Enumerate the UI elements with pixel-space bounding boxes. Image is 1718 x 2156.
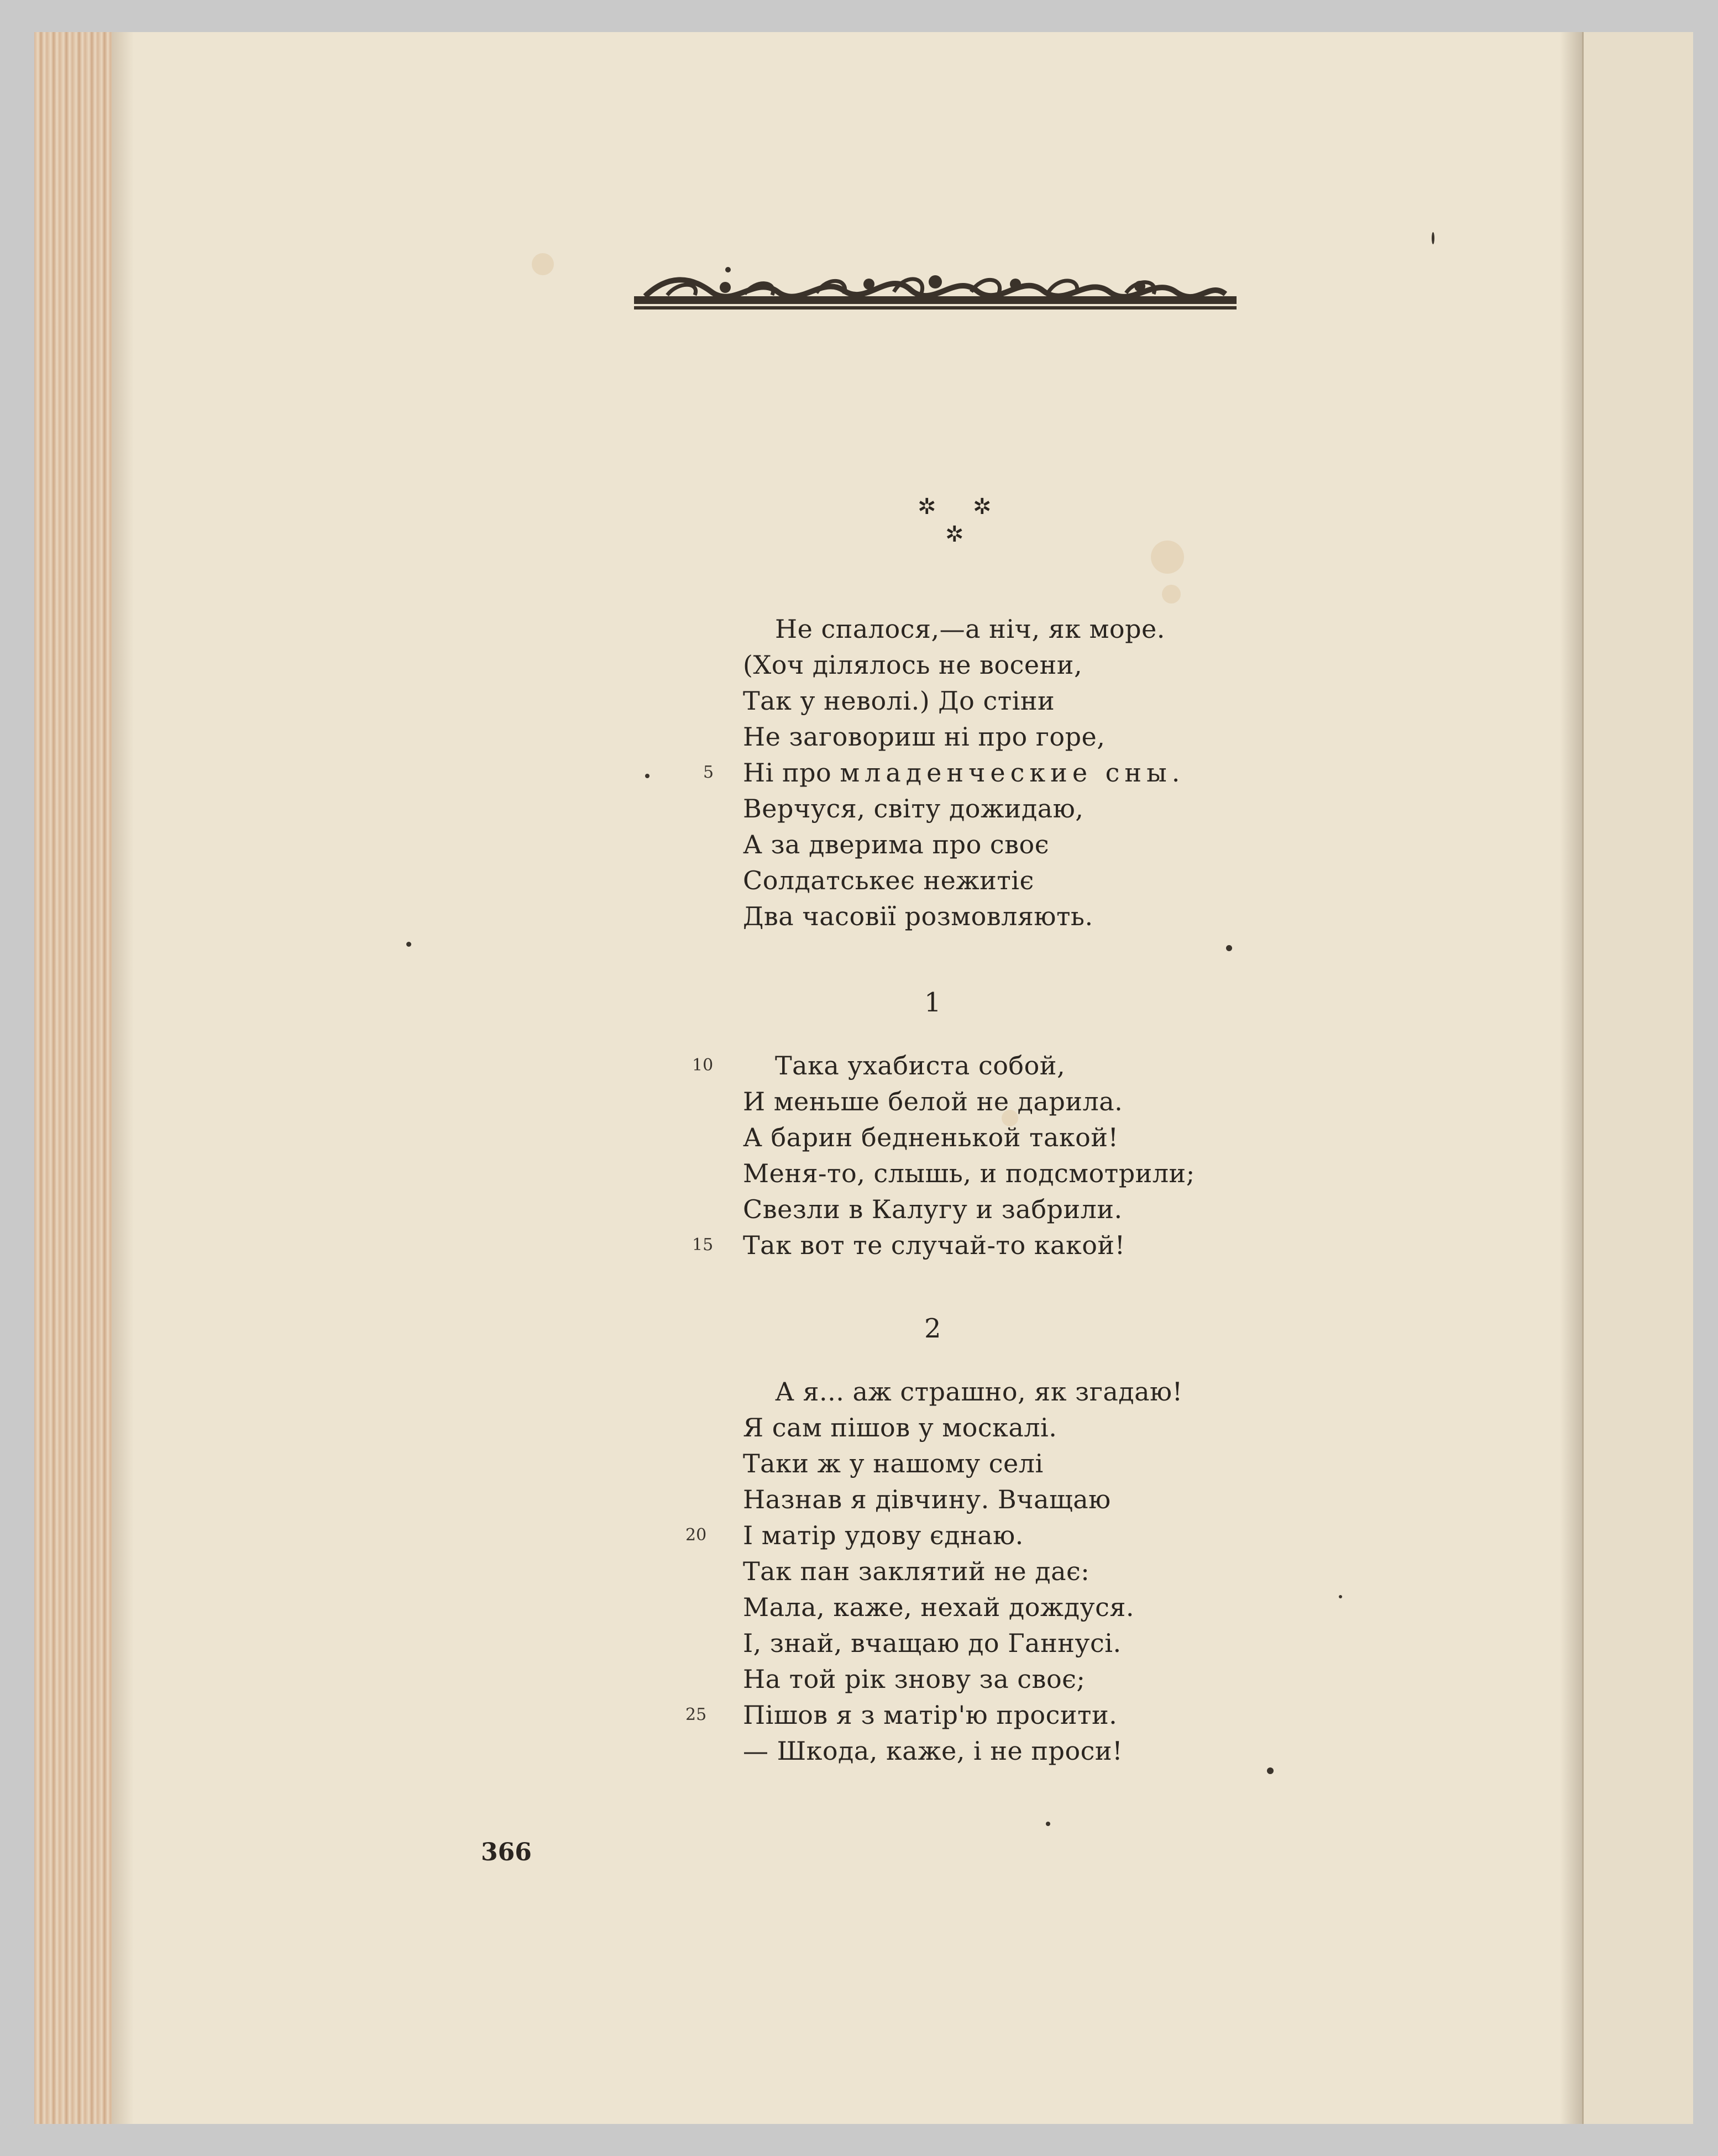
poem-line: Не спалося,—а ніч, як море.	[775, 614, 1165, 644]
poem-line: Я сам пішов у москалі.	[743, 1413, 1057, 1442]
page-number: 366	[481, 1838, 532, 1866]
poem-line: Таки ж у нашому селі	[743, 1449, 1044, 1478]
line-number: 15	[692, 1235, 714, 1255]
paper-stain	[1151, 541, 1184, 574]
line-number: 20	[685, 1525, 707, 1545]
line-number: 10	[692, 1056, 714, 1075]
poem-line: А я... аж страшно, як згадаю!	[775, 1377, 1183, 1407]
paper-speck	[1267, 1767, 1274, 1774]
poem-line: Пішов я з матір'ю просити.	[743, 1700, 1118, 1730]
page-stack-edge	[34, 32, 112, 2124]
gutter-shadow	[1560, 32, 1582, 2124]
poem-line: Солдатськеє нежитіє	[743, 865, 1034, 895]
line-number: 25	[685, 1705, 707, 1724]
poem-line: — Шкода, каже, і не проси!	[743, 1736, 1123, 1766]
poem-line: І матір удову єднаю.	[743, 1520, 1024, 1550]
poem-line: Так вот те случай-то какой!	[743, 1230, 1125, 1260]
poem-line: Не заговориш ні про горе,	[743, 722, 1106, 752]
poem-line: (Хоч ділялось не восени,	[743, 650, 1083, 680]
poem-line: Така ухабиста собой,	[775, 1051, 1066, 1080]
poem-line-spaced-part: младенческие сны.	[840, 758, 1185, 788]
paper-speck	[406, 942, 411, 947]
poem-line: Так у неволі.) До стіни	[743, 686, 1055, 716]
svg-text:✲: ✲	[918, 494, 936, 520]
section-number: 1	[924, 987, 941, 1018]
paper-speck	[1226, 945, 1232, 951]
poem-line: На той рік знову за своє;	[743, 1664, 1086, 1694]
poem-line: А за дверима про своє	[743, 830, 1050, 859]
paper-speck	[1046, 1822, 1050, 1826]
paper-speck	[1432, 232, 1434, 244]
poem-line: Два часовії розмовляють.	[743, 901, 1093, 931]
poem-line	[743, 755, 1185, 790]
asterism-divider	[913, 491, 996, 552]
poem-line: И меньше белой не дарила.	[743, 1087, 1123, 1116]
ornamental-headpiece	[634, 253, 1237, 325]
poem-line: Свезли в Калугу и забрили.	[743, 1194, 1123, 1224]
poem-line: Верчуся, світу дожидаю,	[743, 794, 1084, 823]
svg-text:✲: ✲	[945, 522, 964, 547]
svg-text:✲: ✲	[973, 494, 992, 520]
paper-speck	[1339, 1595, 1342, 1598]
poem-line: І, знай, вчащаю до Ганнусі.	[743, 1628, 1122, 1658]
paper-speck	[645, 774, 650, 778]
book-page	[34, 32, 1582, 2124]
poem-line: А барин бедненькой такой!	[743, 1122, 1119, 1152]
poem-line: Так пан заклятий не дає:	[743, 1556, 1090, 1586]
paper-stain	[1162, 585, 1181, 604]
section-number: 2	[924, 1313, 941, 1344]
poem-line-part: Ні про	[743, 758, 840, 788]
facing-page-edge	[1582, 32, 1693, 2124]
paper-stain	[532, 253, 554, 275]
poem-line: Меня-то, слышь, и подсмотрили;	[743, 1158, 1195, 1188]
poem-line: Назнав я дівчину. Вчащаю	[743, 1484, 1111, 1514]
poem-line: Мала, каже, нехай дождуся.	[743, 1592, 1135, 1622]
line-number: 5	[703, 763, 714, 782]
